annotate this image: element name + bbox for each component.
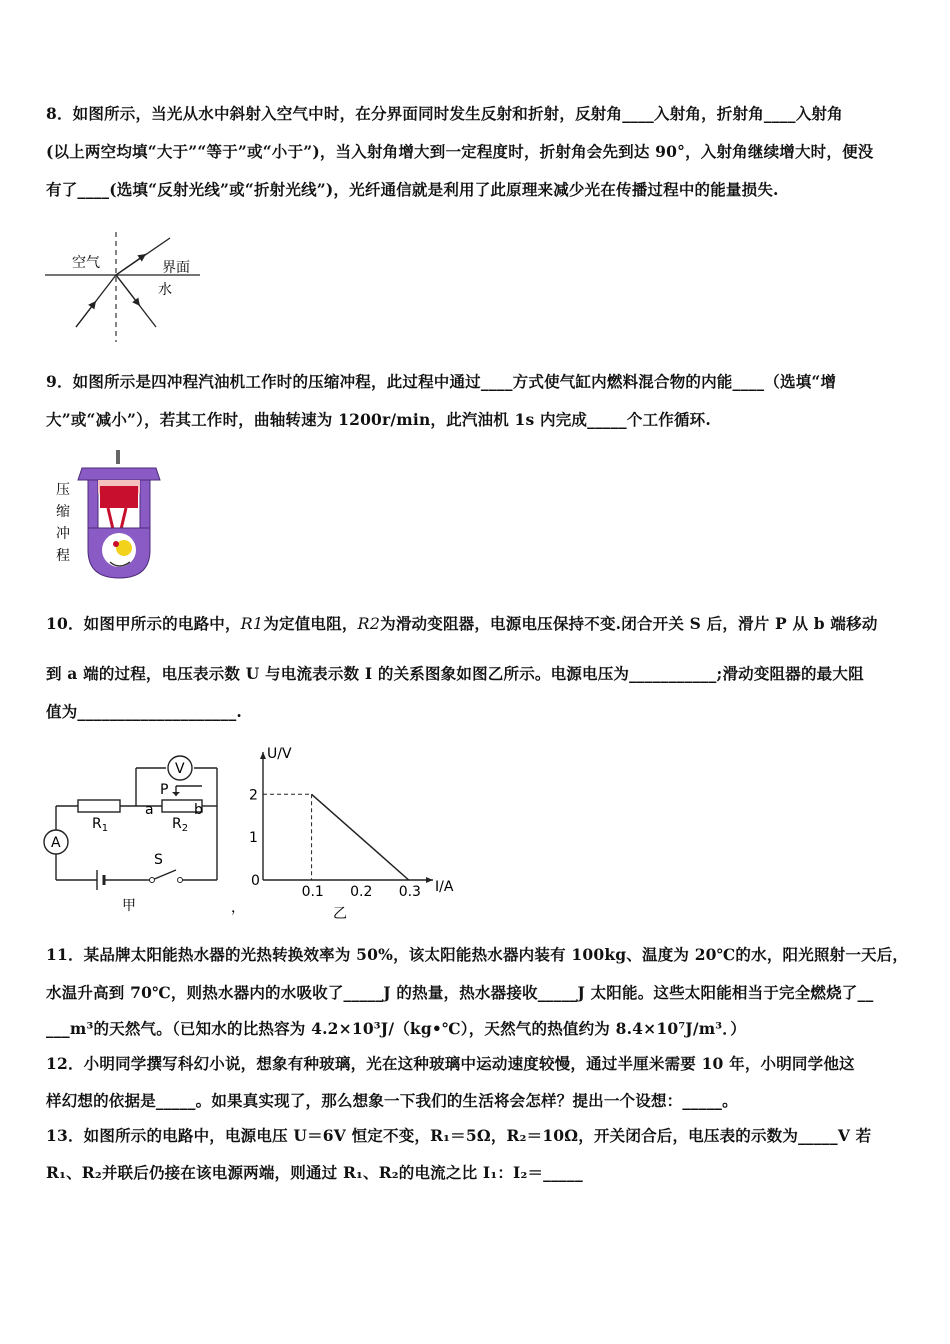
- graph-comma: ，: [231, 900, 245, 916]
- refraction-diagram: [40, 232, 210, 342]
- engine-label-2: 缩: [56, 504, 70, 520]
- q10-line-1: 10．如图甲所示的电路中，R1为定值电阻，R2为滑动变阻器，电源电压保持不变.闭合开关 S 后，滑片 P 从 b 端移动: [46, 614, 878, 633]
- engine-label-3: 冲: [56, 526, 70, 542]
- y-axis-label: U/V: [267, 746, 292, 762]
- circuit-diagram-jia: [42, 748, 232, 918]
- interface-label: 界面: [162, 260, 190, 276]
- air-label: 空气: [72, 255, 100, 271]
- caption-jia: 甲: [122, 898, 136, 914]
- piston: [100, 486, 138, 508]
- switch-label: S: [154, 852, 163, 868]
- q11-line-1: 11．某品牌太阳能热水器的光热转换效率为 50%，该太阳能热水器内装有 100kg、温度为 20℃的水，阳光照射一天后，: [46, 945, 909, 964]
- slider-p-label: P: [160, 782, 169, 798]
- voltmeter-label: V: [175, 761, 185, 777]
- q9-line-2: 大”或“减小”），若其工作时，曲轴转速为 1200r/min，此汽油机 1s 内完成_____个工作循环.: [46, 410, 711, 429]
- q10-line-3: 值为____________________.: [46, 702, 242, 721]
- resistor-r1: [78, 800, 120, 812]
- q12-line-1: 12．小明同学撰写科幻小说，想象有种玻璃，光在这种玻璃中运动速度较慢，通过半厘米需要 10 年，小明同学他这: [46, 1054, 855, 1073]
- x-axis-label: I/A: [435, 879, 454, 895]
- engine-compression-diagram: [52, 450, 172, 585]
- water-label: 水: [158, 282, 172, 298]
- q8-line-3: 有了____(选填“反射光线”或“折射光线”)，光纤通信就是利用了此原理来减少光在传播过程中的能量损失.: [46, 180, 779, 199]
- q11-line-3: ___m³的天然气。（已知水的比热容为 4.2×10³J/（kg•℃），天然气的热值约为 8.4×10⁷J/m³．）: [46, 1019, 746, 1038]
- q10-line-2: 到 a 端的过程，电压表示数 U 与电流表示数 I 的关系图象如图乙所示。电源电压为___________;滑动变阻器的最大阻: [46, 664, 864, 683]
- q8-line-2: (以上两空均填“大于”“等于”或“小于”)，当入射角增大到一定程度时，折射角会先到达 90°，入射角继续增大时，便没: [46, 142, 874, 161]
- q13-line-1: 13．如图所示的电路中，电源电压 U＝6V 恒定不变，R₁＝5Ω，R₂＝10Ω，开关闭合后，电压表的示数为_____V 若: [46, 1126, 872, 1145]
- x-tick-label: 0.1: [301, 884, 324, 900]
- q11-line-2: 水温升高到 70℃，则热水器内的水吸收了_____J 的热量，热水器接收_____J 太阳能。这些太阳能相当于完全燃烧了__: [46, 983, 874, 1002]
- engine-label-4: 程: [56, 548, 70, 564]
- y-axis-arrow: [260, 752, 266, 759]
- ammeter-label: A: [51, 835, 61, 851]
- end-a-label: a: [145, 802, 154, 818]
- origin-label: 0: [251, 873, 260, 889]
- q12-line-2: 样幻想的依据是_____。如果真实现了，那么想象一下我们的生活将会怎样？提出一个设想：_____。: [46, 1091, 738, 1110]
- q9-line-1: 9．如图所示是四冲程汽油机工作时的压缩冲程，此过程中通过____方式使气缸内燃料混合物的内能____（选填“增: [46, 372, 837, 391]
- x-axis-arrow: [426, 877, 433, 883]
- y-tick-label: 1: [249, 830, 258, 847]
- switch: [152, 870, 176, 880]
- series-line: [312, 794, 409, 880]
- x-tick-label: 0.2: [350, 884, 373, 900]
- ui-graph-yi: [215, 740, 455, 925]
- q8-line-1: 8．如图所示，当光从水中斜射入空气中时，在分界面同时发生反射和折射，反射角____入射角，折射角____入射角: [46, 104, 843, 123]
- q13-line-2: R₁、R₂并联后仍接在该电源两端，则通过 R₁、R₂的电流之比 I₁：I₂＝_____: [46, 1163, 583, 1182]
- caption-yi: 乙: [333, 906, 347, 922]
- r1-label: $R_1$: [92, 816, 109, 834]
- x-tick-label: 0.3: [398, 884, 421, 900]
- engine-label-1: 压: [56, 482, 70, 498]
- end-b-label: b: [194, 802, 203, 818]
- y-tick-label: 2: [249, 787, 258, 804]
- r2-label: $R_2$: [172, 816, 189, 834]
